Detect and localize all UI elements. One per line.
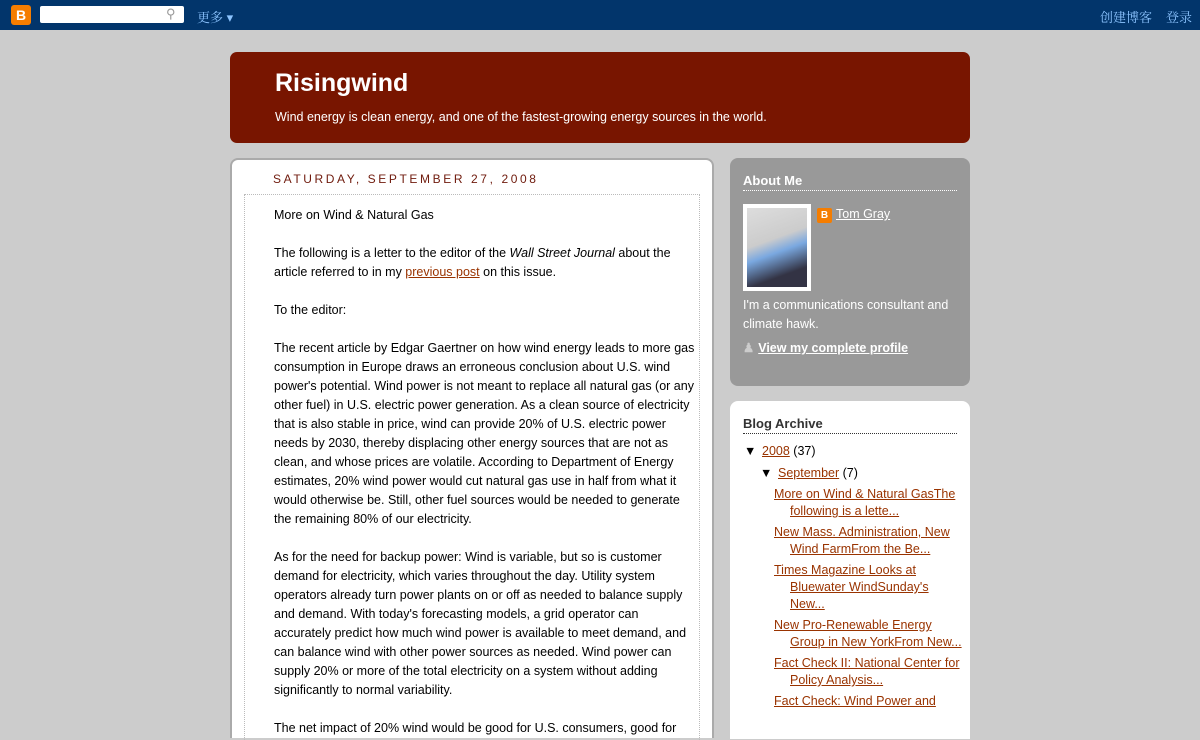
post: [244, 194, 700, 740]
about-me-title: About Me: [743, 173, 957, 191]
login-link[interactable]: 登录: [1166, 10, 1193, 25]
post-paragraph: The net impact of 20% wind would be good for U.S. consumers, good for: [274, 721, 677, 735]
more-menu[interactable]: 更多 ▾: [197, 10, 234, 25]
author-bio: I'm a communications consultant and climate hawk.: [743, 298, 949, 331]
blog-archive-widget: [730, 401, 970, 739]
archive-post-link[interactable]: Fact Check II: National Center for Policy Analysis...: [774, 656, 960, 687]
post-paragraph: As for the need for backup power: Wind is variable, but so is customer demand for electricity, which varies throughout the day. Utility system operators already turn power plants on or off as needed to balance supply and demand. With today's forecasting models, a grid operator can accurately predict how much wind power is available to meet demand, and can balance wind with other power sources as needed. Wind power can supply 20% or more of the total electricity on a system without adding significantly to normal variability.: [274, 550, 687, 697]
archive-post-link[interactable]: More on Wind & Natural GasThe following is a lette...: [774, 487, 956, 518]
blogger-icon: B: [817, 208, 832, 223]
blog-archive-title: Blog Archive: [743, 416, 957, 434]
archive-post-link[interactable]: New Mass. Administration, New Wind FarmFrom the Be...: [774, 525, 950, 556]
archive-year-link[interactable]: 2008: [762, 444, 790, 458]
collapse-toggle-icon[interactable]: ▼: [760, 466, 773, 480]
blogger-logo-icon[interactable]: B: [11, 5, 31, 25]
navbar: [0, 0, 1200, 30]
post-intro: The following is a letter to the editor of the Wall Street Journal about the article referred to in my previous post on this issue.: [274, 246, 671, 279]
search-input[interactable]: [40, 6, 184, 23]
view-profile-link[interactable]: View my complete profile: [758, 341, 909, 355]
about-me-widget: [730, 158, 970, 386]
author-name-link[interactable]: Tom Gray: [836, 207, 891, 221]
archive-month-link[interactable]: September: [778, 466, 840, 480]
post-title: More on Wind & Natural Gas: [274, 208, 434, 222]
profile-photo[interactable]: [743, 204, 811, 291]
person-icon: ♟: [743, 341, 755, 355]
previous-post-link[interactable]: previous post: [405, 265, 480, 279]
month-count: (7): [842, 466, 858, 480]
post-date: SATURDAY, SEPTEMBER 27, 2008: [273, 172, 539, 186]
archive-post-link[interactable]: Times Magazine Looks at Bluewater WindSunday's New...: [774, 563, 929, 611]
blog-title[interactable]: Risingwind: [275, 69, 409, 97]
post-paragraph: The recent article by Edgar Gaertner on how wind energy leads to more gas consumption in Europe draws an erroneous conclusion about U.S. wind power's potential. Wind power is not meant to replace all natural gas (or any other fuel) in U.S. electric power generation. As a clean source of electricity that is also stable in price, wind can provide 20% of U.S. electric power needs by 2030, thereby displacing other energy sources that are not as clean, and whose prices are volatile. According to Department of Energy estimates, 20% wind power would cut natural gas use in half from what it would otherwise be. Still, other fuel sources would be needed to generate the remaining 80% of our electricity.: [274, 341, 695, 526]
blog-description: Wind energy is clean energy, and one of the fastest-growing energy sources in the world.: [275, 110, 767, 124]
archive-post-link[interactable]: Fact Check: Wind Power and: [774, 694, 936, 708]
year-count: (37): [793, 444, 816, 458]
search-icon[interactable]: ⚲: [166, 6, 176, 21]
post-paragraph: To the editor:: [274, 303, 347, 317]
create-blog-link[interactable]: 创建博客: [1100, 10, 1153, 25]
collapse-toggle-icon[interactable]: ▼: [744, 444, 757, 458]
main-column: [230, 158, 714, 738]
blog-header: [230, 52, 970, 143]
archive-post-link[interactable]: New Pro-Renewable Energy Group in New YorkFrom New...: [774, 618, 962, 649]
